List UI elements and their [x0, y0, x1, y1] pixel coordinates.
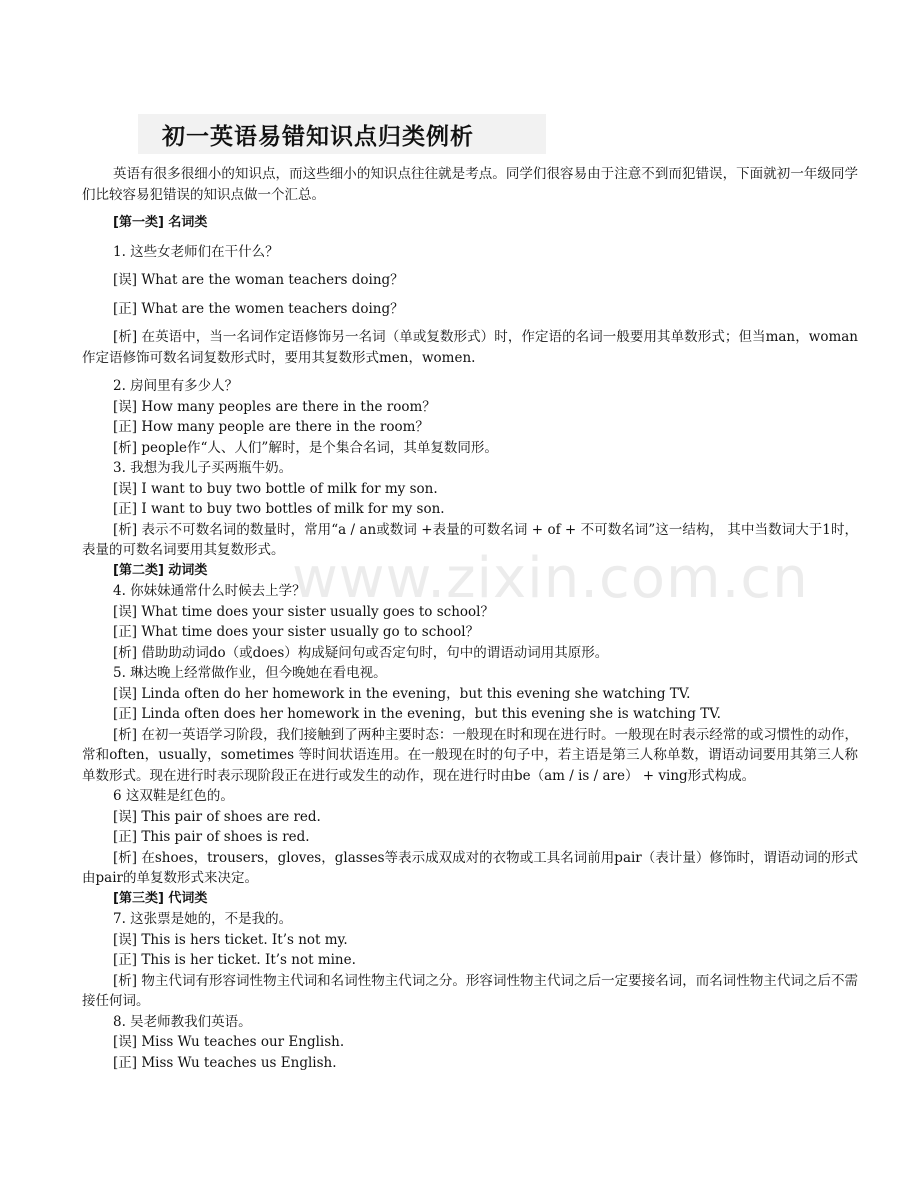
text-line: [析] 在英语中，当一名词作定语修饰另一名词（单或复数形式）时，作定语的名词一般要用其单数形式；但当man，woman作定语修饰可数名词复数形式时，要用其复数形式men，women. [82, 329, 858, 366]
page-title: 初一英语易错知识点归类例析 [162, 124, 474, 150]
section-heading: [第二类] 动词类 [113, 562, 208, 578]
text-line: [析] people作“人、人们”解时，是个集合名词，其单复数同形。 [113, 439, 498, 456]
text-line: 8. 吴老师教我们英语。 [113, 1013, 252, 1030]
text-line: [正] How many people are there in the room？ [113, 419, 429, 435]
text-line: 7. 这张票是她的，不是我的。 [113, 911, 293, 927]
watermark: www.zixin.com.cn [292, 546, 809, 611]
text-line: [误] What are the woman teachers doing？ [113, 272, 404, 288]
section-heading: [第一类] 名词类 [113, 215, 208, 230]
text-line: [误] This is hers ticket. It’s not my. [113, 931, 348, 948]
text-line: 3. 我想为我儿子买两瓶牛奶。 [113, 460, 293, 476]
text-line: 5. 琳达晚上经常做作业，但今晚她在看电视。 [113, 665, 387, 681]
text-line: [误] I want to buy two bottle of milk for my son. [113, 480, 438, 497]
text-line: [正] What time does your sister usually go to school？ [113, 624, 480, 640]
text-line: [正] This is her ticket. It’s not mine. [113, 952, 356, 968]
text-line: [误] How many peoples are there in the room？ [113, 398, 436, 415]
text-line: [正] Linda often does her homework in the evening，but this evening she is watching TV. [113, 706, 721, 722]
text-line: [误] What time does your sister usually goes to school？ [113, 603, 494, 620]
content-lines [82, 213, 858, 1073]
text-line: [析] 借助助动词do（或does）构成疑问句或否定句时，句中的谓语动词用其原形。 [113, 644, 609, 661]
text-line: 4. 你妹妹通常什么时候去上学？ [113, 583, 306, 599]
text-line: 2. 房间里有多少人？ [113, 378, 239, 394]
text-line: [正] This pair of shoes is red. [113, 829, 310, 845]
text-line: [误] Linda often do her homework in the evening，but this evening she watching TV. [113, 685, 691, 702]
text-line: [正] I want to buy two bottles of milk for my son. [113, 501, 445, 517]
text-line: [正] What are the women teachers doing？ [113, 300, 404, 317]
text-line: [正] Miss Wu teaches us English. [113, 1054, 337, 1071]
text-line: 1. 这些女老师们在干什么？ [113, 243, 279, 260]
text-line: [析] 表示不可数名词的数量时，常用“a / an或数词 +表量的可数名词 + of + 不可数名词”这一结构， 其中当数词大于1时，表量的可数名词要用其复数形式。 [82, 521, 858, 558]
section-heading: [第三类] 代词类 [113, 890, 208, 906]
text-line: 6 这双鞋是红色的。 [113, 788, 234, 804]
text-line: [析] 在初一英语学习阶段，我们接触到了两种主要时态：一般现在时和现在进行时。一般现在时表示经常的或习惯性的动作，常和often，usually，sometimes 等时间状语连用。在一般现在时的句子中，若主语是第三人称单数，谓语动词要用其第三人称单数形式。现在进行时表示现阶段正在进行或发生的动作，现在进行时由be（am / is / are） + ving形式构成。 [82, 726, 858, 784]
text-line: [误] This pair of shoes are red. [113, 808, 321, 825]
intro-paragraph: 英语有很多很细小的知识点，而这些细小的知识点往往就是考点。同学们很容易由于注意不到而犯错误，下面就初一年级同学们比较容易犯错误的知识点做一个汇总。 [82, 166, 858, 203]
text-line: [析] 物主代词有形容词性物主代词和名词性物主代词之分。形容词性物主代词之后一定要接名词，而名词性物主代词之后不需接任何词。 [82, 972, 858, 1009]
document-body [82, 164, 858, 1073]
text-line: [析] 在shoes，trousers，gloves，glasses等表示成双成对的衣物或工具名词前用pair（表计量）修饰时，谓语动词的形式由pair的单复数形式来决定。 [82, 849, 858, 886]
text-line: [误] Miss Wu teaches our English. [113, 1034, 345, 1050]
